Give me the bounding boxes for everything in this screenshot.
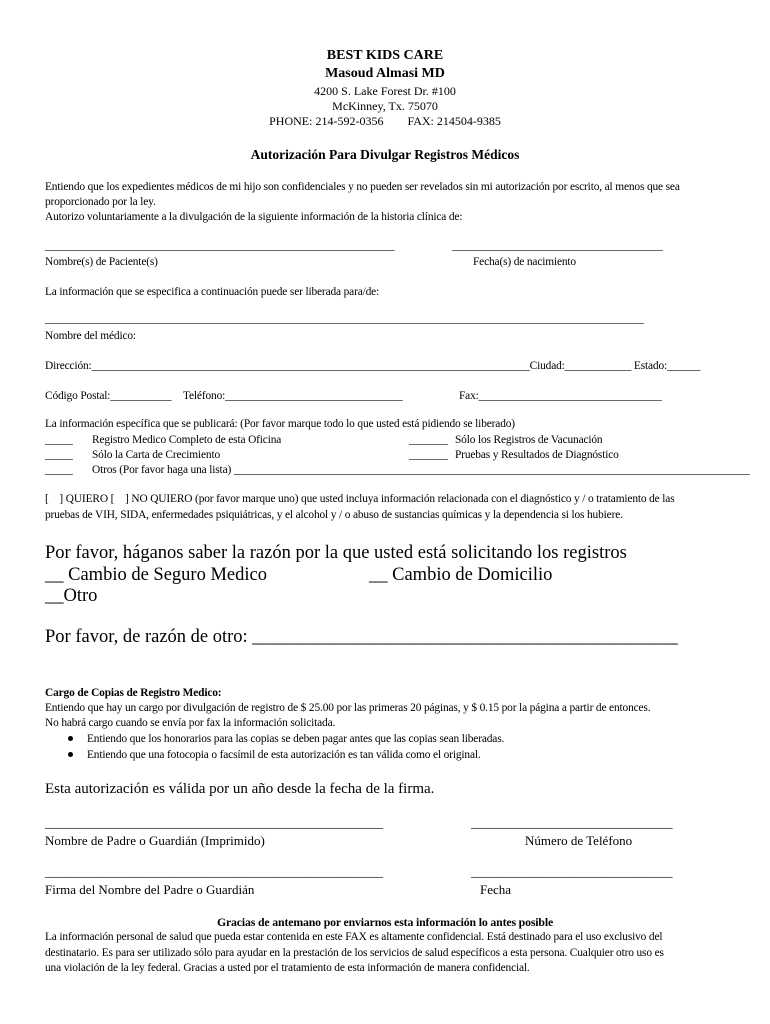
bullet-icon	[68, 752, 73, 757]
option-growth-chart: Sólo la Carta de Crecimiento	[92, 449, 221, 461]
doctor-name: Masoud Almasi MD	[325, 66, 445, 81]
check-blank-full-record[interactable]: _____	[45, 434, 73, 446]
footer-line-1: La información personal de salud que pueda estar contenida en este FAX es altamente confidencial. Está destinado para el uso exclusivo del	[45, 931, 663, 943]
other-reason-field[interactable]: Por favor, de razón de otro: ______________________________________________	[45, 627, 678, 647]
guardian-name-line[interactable]: ____________________________________________________	[45, 815, 383, 830]
fees-bullet-1	[68, 733, 504, 745]
fees-bullet-1-text: Entiendo que los honorarios para las copias se deben pagar antes que las copias sean liberadas.	[87, 733, 505, 745]
check-blank-growth-chart[interactable]: _____	[45, 449, 73, 461]
check-blank-vaccination[interactable]: _______	[409, 434, 448, 446]
fees-title: Cargo de Copias de Registro Medico:	[45, 687, 222, 699]
fees-bullet-2	[68, 749, 481, 761]
patient-dob-label: Fecha(s) de nacimiento	[473, 256, 576, 268]
validity-statement: Esta autorización es válida por un año desde la fecha de la firma.	[45, 781, 435, 797]
footer-title: Gracias de antemano por enviarnos esta información lo antes posible	[216, 915, 554, 929]
option-diagnostics: Pruebas y Resultados de Diagnóstico	[455, 449, 619, 461]
address-row[interactable]: Dirección:_______________________________________________________________________________Ciudad:____________ Estado:______	[45, 360, 701, 372]
reason-option-insurance[interactable]: __ Cambio de Seguro Medico	[45, 565, 267, 585]
option-full-record: Registro Medico Completo de esta Oficina	[92, 434, 282, 446]
patient-name-line[interactable]: _______________________________________________________________	[45, 240, 395, 252]
postal-code-field[interactable]: Código Postal:___________	[45, 390, 172, 402]
bullet-icon	[68, 736, 73, 741]
practice-name: BEST KIDS CARE	[326, 48, 444, 63]
check-blank-diagnostics[interactable]: _______	[409, 449, 448, 461]
date-label: Fecha	[480, 882, 512, 897]
fees-line-1: Entiendo que hay un cargo por divulgación de registro de $ 25.00 por las primeras 20 páginas, y $ 0.15 por la página a partir de entonces.	[45, 702, 651, 714]
patient-name-label: Nombre(s) de Paciente(s)	[45, 256, 158, 268]
doctor-name-line[interactable]: ____________________________________________________________________________________________________________	[45, 313, 644, 325]
phone-field[interactable]: Teléfono:________________________________	[183, 390, 403, 402]
phone-number-label: Número de Teléfono	[525, 833, 633, 848]
intro-line-1: Entiendo que los expedientes médicos de mi hijo son confidenciales y no pueden ser revelados sin mi autorización por escrito, al menos que sea	[45, 181, 680, 193]
date-line[interactable]: _______________________________	[471, 864, 673, 879]
guardian-signature-label: Firma del Nombre del Padre o Guardián	[45, 882, 255, 897]
option-others[interactable]: Otros (Por favor haga una lista) _____________________________________________________________________________________________	[92, 464, 750, 476]
footer-line-3: una violación de la ley federal. Gracias a usted por el tratamiento de esta información de manera confidencial.	[45, 962, 530, 974]
contact-line: PHONE: 214-592-0356 FAX: 214504-9385	[269, 114, 501, 128]
consent-line-1[interactable]: [ ] QUIERO [ ] NO QUIERO (por favor marque uno) que usted incluya información relacionada con el diagnóstico y / o tratamiento de las	[45, 493, 675, 505]
intro-line-2: proporcionado por la ley.	[45, 196, 156, 208]
fees-bullet-2-text: Entiendo que una fotocopia o facsímil de esta autorización es tan válida como el original.	[87, 749, 481, 761]
address-line-2: McKinney, Tx. 75070	[332, 99, 438, 113]
consent-line-2: pruebas de VIH, SIDA, enfermedades psiquiátricas, y el alcohol y / o abuso de sustancias químicas y la dependencia si los hubiere.	[45, 509, 623, 521]
form-title: Autorización Para Divulgar Registros Médicos	[250, 147, 520, 162]
option-vaccination: Sólo los Registros de Vacunación	[455, 434, 603, 446]
info-types-intro: La información específica que se publicará: (Por favor marque todo lo que usted está pidiendo se liberado)	[45, 418, 515, 430]
reason-option-address[interactable]: __ Cambio de Domicilio	[369, 565, 553, 585]
guardian-signature-line[interactable]: ____________________________________________________	[45, 864, 383, 879]
address-line-1: 4200 S. Lake Forest Dr. #100	[314, 84, 456, 98]
fax-field[interactable]: Fax:_________________________________	[459, 390, 662, 402]
reason-prompt: Por favor, háganos saber la razón por la que usted está solicitando los registros	[45, 543, 627, 563]
check-blank-others[interactable]: _____	[45, 464, 73, 476]
doctor-name-label: Nombre del médico:	[45, 330, 136, 342]
release-to-text: La información que se especifica a continuación puede ser liberada para/de:	[45, 286, 380, 298]
footer-line-2: destinatario. Es para ser utilizado sólo para ayudar en la prestación de los servicios de salud específicos a esta persona. Cualquier otro uso es	[45, 947, 664, 959]
patient-dob-line[interactable]: ______________________________________	[452, 240, 663, 252]
fees-line-2: No habrá cargo cuando se envía por fax la información solicitada.	[45, 717, 336, 729]
reason-option-other[interactable]: __Otro	[45, 586, 98, 606]
intro-line-3: Autorizo voluntariamente a la divulgación de la siguiente información de la historia clínica de:	[45, 211, 463, 223]
phone-number-line[interactable]: _______________________________	[471, 815, 673, 830]
guardian-name-label: Nombre de Padre o Guardián (Imprimido)	[45, 833, 265, 848]
